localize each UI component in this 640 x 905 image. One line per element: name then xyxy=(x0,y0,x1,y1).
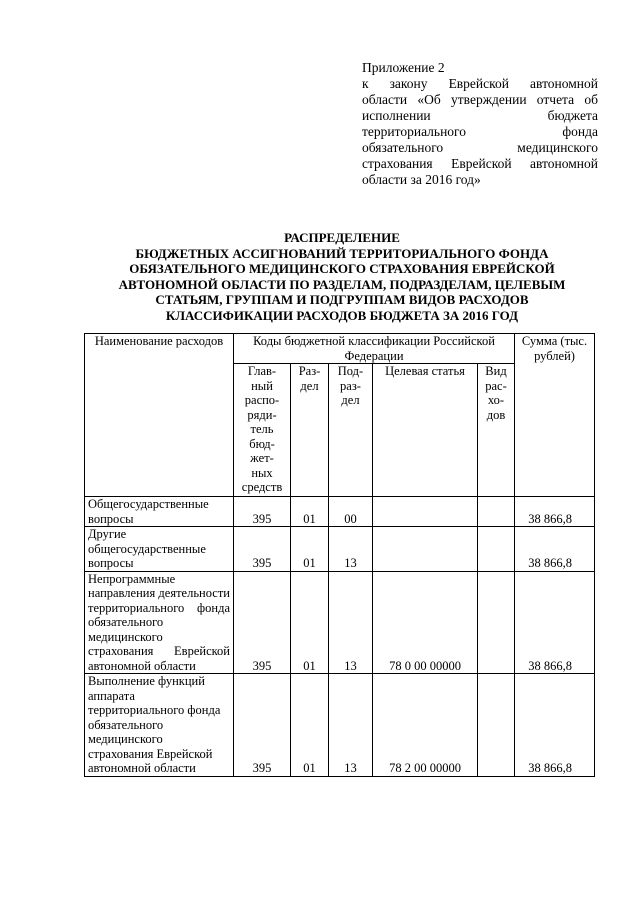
appendix-line: области за 2016 год» xyxy=(362,172,481,187)
row-sum: 38 866,8 xyxy=(515,674,595,777)
row-sum: 38 866,8 xyxy=(515,497,595,527)
title-line: БЮДЖЕТНЫХ АССИГНОВАНИЙ ТЕРРИТОРИАЛЬНОГО ФОНДА xyxy=(135,245,549,261)
budget-table xyxy=(84,333,595,777)
row-name: Непрограммные направления деятельности территориального фонда обязательного медицинского страхования Еврейской автономной области xyxy=(85,571,234,674)
row-cel: 78 0 00 00000 xyxy=(373,571,478,674)
table-row xyxy=(85,497,595,527)
row-razd: 01 xyxy=(291,674,329,777)
table-row xyxy=(85,571,595,674)
appendix-line: области «Об утверждении отчета об xyxy=(362,92,598,107)
header-name: Наименование расходов xyxy=(85,334,234,497)
row-podr: 13 xyxy=(329,527,373,572)
row-glav: 395 xyxy=(234,571,291,674)
row-podr: 13 xyxy=(329,571,373,674)
header-sum: Сумма (тыс. рублей) xyxy=(515,334,595,497)
appendix-line: страхования Еврейской автономной xyxy=(362,156,598,171)
title-line: СТАТЬЯМ, ГРУППАМ И ПОДГРУППАМ ВИДОВ РАСХОДОВ xyxy=(155,292,529,307)
header-razd: Раз- дел xyxy=(291,364,329,497)
title-line: АВТОНОМНОЙ ОБЛАСТИ ПО РАЗДЕЛАМ, ПОДРАЗДЕЛАМ, ЦЕЛЕВЫМ xyxy=(118,276,566,292)
row-vid xyxy=(478,527,515,572)
row-vid xyxy=(478,497,515,527)
header-codes: Коды бюджетной классификации Российской Федерации xyxy=(234,334,515,364)
row-razd: 01 xyxy=(291,527,329,572)
appendix-block xyxy=(362,60,598,188)
row-vid xyxy=(478,571,515,674)
appendix-line: исполнении бюджета xyxy=(362,108,598,123)
row-cel: 78 2 00 00000 xyxy=(373,674,478,777)
document-title xyxy=(118,230,566,323)
table-row xyxy=(85,674,595,777)
appendix-line: обязательного медицинского xyxy=(362,140,598,155)
row-vid xyxy=(478,674,515,777)
header-cel: Целевая статья xyxy=(373,364,478,497)
row-sum: 38 866,8 xyxy=(515,571,595,674)
row-podr: 13 xyxy=(329,674,373,777)
header-vid: Вид рас- хо- дов xyxy=(478,364,515,497)
title-line: ОБЯЗАТЕЛЬНОГО МЕДИЦИНСКОГО СТРАХОВАНИЯ ЕВРЕЙСКОЙ xyxy=(129,261,555,276)
appendix-line: Приложение 2 xyxy=(362,60,445,75)
header-glav: Глав- ный распо- ряди- тель бюд- жет- ных средств xyxy=(234,364,291,497)
table-row xyxy=(85,527,595,572)
row-name: Выполнение функций аппарата территориального фонда обязательного медицинского страхования Еврейской автономной области xyxy=(85,674,234,777)
row-glav: 395 xyxy=(234,674,291,777)
row-glav: 395 xyxy=(234,527,291,572)
row-razd: 01 xyxy=(291,497,329,527)
row-podr: 00 xyxy=(329,497,373,527)
row-cel xyxy=(373,527,478,572)
row-name: Другие общегосударственные вопросы xyxy=(85,527,234,572)
row-glav: 395 xyxy=(234,497,291,527)
table-header-row xyxy=(85,334,595,364)
row-cel xyxy=(373,497,478,527)
row-name: Общегосударственные вопросы xyxy=(85,497,234,527)
header-podr: Под- раз- дел xyxy=(329,364,373,497)
title-line: КЛАССИФИКАЦИИ РАСХОДОВ БЮДЖЕТА ЗА 2016 ГОД xyxy=(165,307,519,323)
appendix-line: к закону Еврейской автономной xyxy=(362,76,598,91)
row-sum: 38 866,8 xyxy=(515,527,595,572)
row-razd: 01 xyxy=(291,571,329,674)
title-line: РАСПРЕДЕЛЕНИЕ xyxy=(284,230,400,245)
appendix-line: территориального фонда xyxy=(362,124,598,139)
